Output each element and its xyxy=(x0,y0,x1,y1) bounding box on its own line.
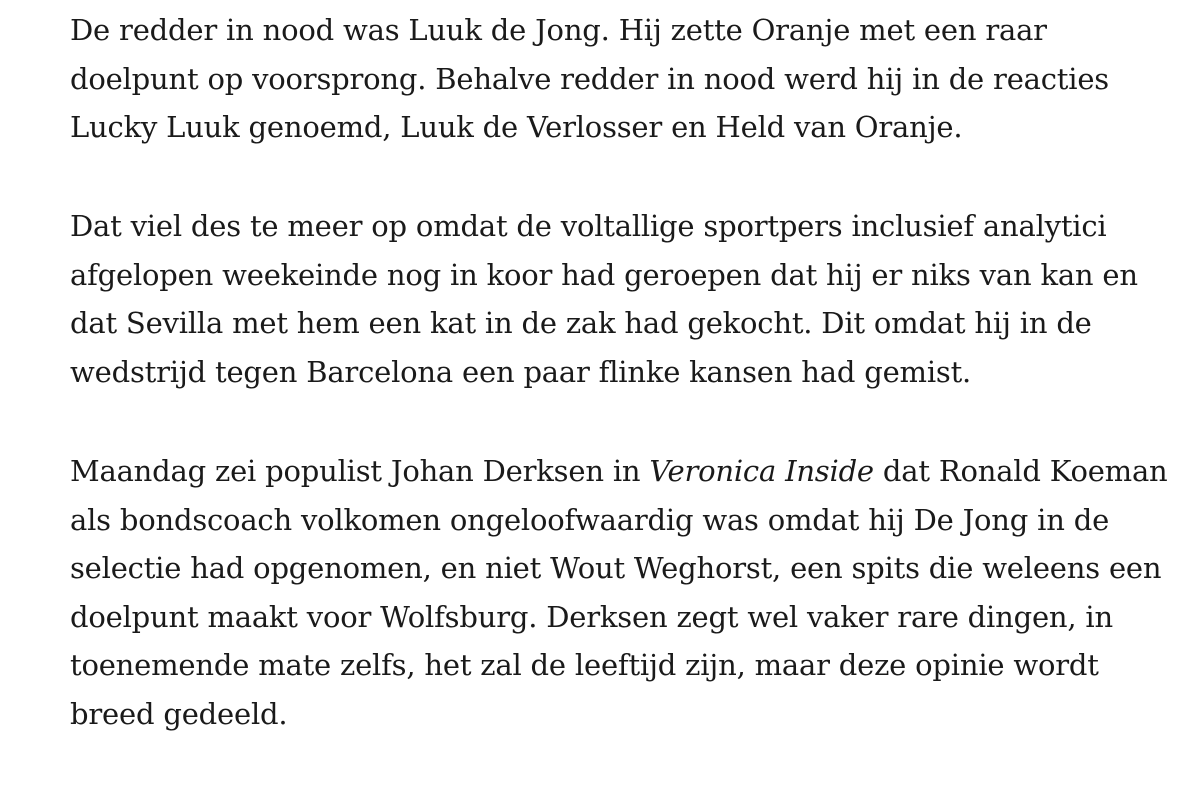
show-title-italic: Veronica Inside xyxy=(649,454,874,488)
paragraph-2-line-3: dat Sevilla met hem een kat in de zak had gekocht. Dit omdat hij in de xyxy=(70,306,1092,340)
article-paragraph-3 xyxy=(70,447,1168,738)
paragraph-3-line-6: breed gedeeld. xyxy=(70,696,288,731)
paragraph-1-line-2: doelpunt op voorsprong. Behalve redder in nood werd hij in de reacties xyxy=(70,61,1109,96)
paragraph-3-line-2: als bondscoach volkomen ongeloofwaardig was omdat hij De Jong in de xyxy=(70,502,1110,537)
paragraph-1-line-3: Lucky Luuk genoemd, Luuk de Verlosser en Held van Oranje. xyxy=(70,110,963,144)
paragraph-3-line-1-text-before: Maandag zei populist Johan Derksen in xyxy=(70,454,650,488)
paragraph-3-line-3: selectie had opgenomen, en niet Wout Weghorst, een spits die weleens een xyxy=(70,551,1162,585)
paragraph-2-line-1: Dat viel des te meer op omdat de voltallige sportpers inclusief analytici xyxy=(70,209,1107,243)
article-paragraph-2 xyxy=(70,202,1138,396)
paragraph-3-line-1-text-after: dat Ronald Koeman xyxy=(873,454,1168,488)
paragraph-3-line-4: doelpunt maakt voor Wolfsburg. Derksen zegt wel vaker rare dingen, in xyxy=(70,599,1113,634)
paragraph-2-line-4: wedstrijd tegen Barcelona een paar flinke kansen had gemist. xyxy=(70,354,972,389)
paragraph-1-line-1: De redder in nood was Luuk de Jong. Hij zette Oranje met een raar xyxy=(70,13,1047,47)
paragraph-3-line-5: toenemende mate zelfs, het zal de leeftijd zijn, maar deze opinie wordt xyxy=(70,648,1099,682)
paragraph-3-line-1 xyxy=(70,447,1168,496)
paragraph-2-line-2: afgelopen weekeinde nog in koor had geroepen dat hij er niks van kan en xyxy=(70,257,1138,292)
article-paragraph-1 xyxy=(70,6,1109,152)
